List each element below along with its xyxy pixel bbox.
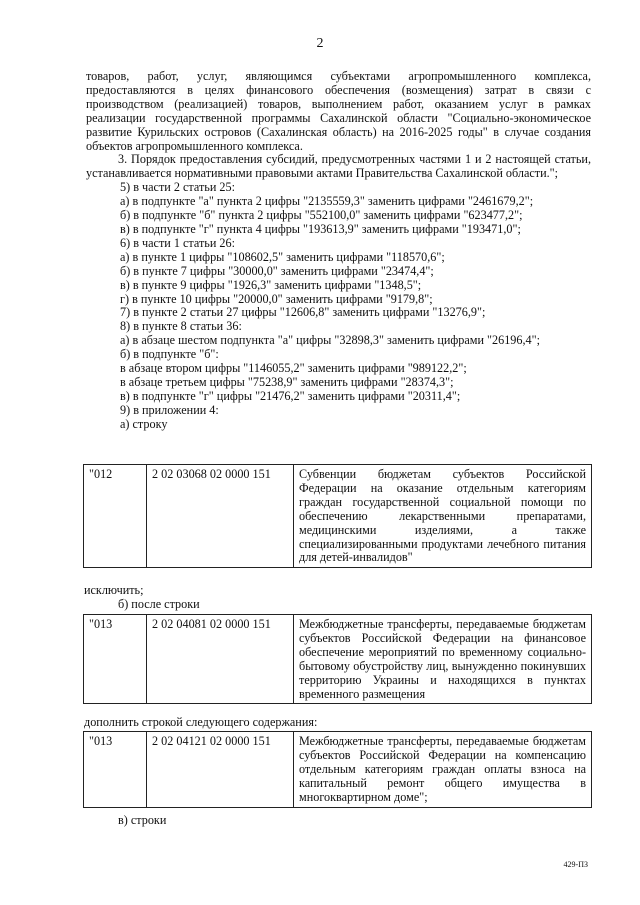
- list-item: б) в подпункте "б" пункта 2 цифры "552100,0" заменить цифрами "623477,2";: [120, 208, 523, 223]
- list-item: в) в подпункте "г" цифры "21476,2" заменить цифрами "20311,4";: [120, 388, 461, 403]
- exclude-text: исключить;: [84, 583, 144, 597]
- add-row-text: дополнить строкой следующего содержания:: [84, 715, 318, 729]
- page-number: 2: [316, 36, 324, 51]
- paragraph-continuation: товаров, работ, услуг, являющимся субъектами агропромышленного комплекса, предоставляются в целях финансового обеспечения (возмещения) затрат в связи с производством (реализацией) товаров, выполнением работ, оказанием услуг в рамках реализации государственной программы Сахалинской области "Социально-экономическое развитие Курильских островов (Сахалинская область) на 2016-2025 годы" в случае создания объектов агропромышленного комплекса.: [86, 69, 591, 153]
- body-text: [86, 70, 591, 432]
- table-cell-kbk: 2 02 03068 02 0000 151: [147, 465, 294, 568]
- after-row-text: б) после строки: [118, 597, 200, 611]
- table-cell-description: Субвенции бюджетам субъектов Российской Федерации на оказание отдельным категориям граждан государственной социальной помощи по обеспечению лекарственными препаратами, медицинскими изделиями, а также специализированными продуктами лечебного питания для детей-инвалидов": [294, 465, 592, 568]
- list-item: б) в подпункте "б":: [120, 347, 219, 362]
- table-row-after: [83, 614, 592, 704]
- list-item: в абзаце втором цифры "1146055,2" заменить цифрами "989122,2";: [120, 361, 467, 376]
- table-cell-description: Межбюджетные трансферты, передаваемые бюджетам субъектов Российской Федерации на финансовое обеспечение мероприятий по временному социально-бытовому обустройству лиц, вынужденно покинувших территорию Украины и находящихся в пунктах временного размещения: [294, 615, 592, 704]
- list-item: а) строку: [120, 416, 168, 431]
- list-item: 5) в части 2 статьи 25:: [120, 180, 235, 195]
- list-item: б) в пункте 7 цифры "30000,0" заменить цифрами "23474,4";: [120, 263, 434, 278]
- table-row-added: [83, 731, 592, 808]
- list-item: 7) в пункте 2 статьи 27 цифры "12606,8" заменить цифрами "13276,9";: [120, 305, 486, 320]
- table-cell-kbk: 2 02 04121 02 0000 151: [147, 732, 294, 808]
- list-item: в абзаце третьем цифры "75238,9" заменить цифрами "28374,3";: [120, 374, 454, 389]
- table-cell-description: Межбюджетные трансферты, передаваемые бюджетам субъектов Российской Федерации на компенсацию отдельным категориям граждан оплаты взноса на капитальный ремонт общего имущества в многоквартирном доме";: [294, 732, 592, 808]
- list-item: 8) в пункте 8 статьи 36:: [120, 319, 242, 334]
- list-item: в) в пункте 9 цифры "1926,3" заменить цифрами "1348,5";: [120, 277, 422, 292]
- list-item: 6) в части 1 статьи 26:: [120, 235, 235, 250]
- list-item: а) в абзаце шестом подпункта "а" цифры "32898,3" заменить цифрами "26196,4";: [120, 333, 540, 348]
- list-item: 9) в приложении 4:: [120, 402, 219, 417]
- list-item: г) в пункте 10 цифры "20000,0" заменить цифрами "9179,8";: [120, 291, 433, 306]
- table-row-excluded: [83, 464, 592, 568]
- table-cell-code: "012: [84, 465, 147, 568]
- table-cell-kbk: 2 02 04081 02 0000 151: [147, 615, 294, 704]
- paragraph-3: 3. Порядок предоставления субсидий, предусмотренных частями 1 и 2 настоящей статьи, устанавливается нормативными правовыми актами Правительства Сахалинской области.";: [86, 152, 591, 181]
- table-cell-code: "013: [84, 732, 147, 808]
- document-code: 429-ПЗ: [563, 860, 588, 869]
- list-item: а) в подпункте "а" пункта 2 цифры "2135559,3" заменить цифрами "2461679,2";: [120, 194, 534, 209]
- list-item: а) в пункте 1 цифры "108602,5" заменить цифрами "118570,6";: [120, 249, 445, 264]
- list-item: в) в подпункте "г" пункта 4 цифры "193613,9" заменить цифрами "193471,0";: [120, 221, 521, 236]
- rows-text: в) строки: [118, 813, 167, 827]
- table-cell-code: "013: [84, 615, 147, 704]
